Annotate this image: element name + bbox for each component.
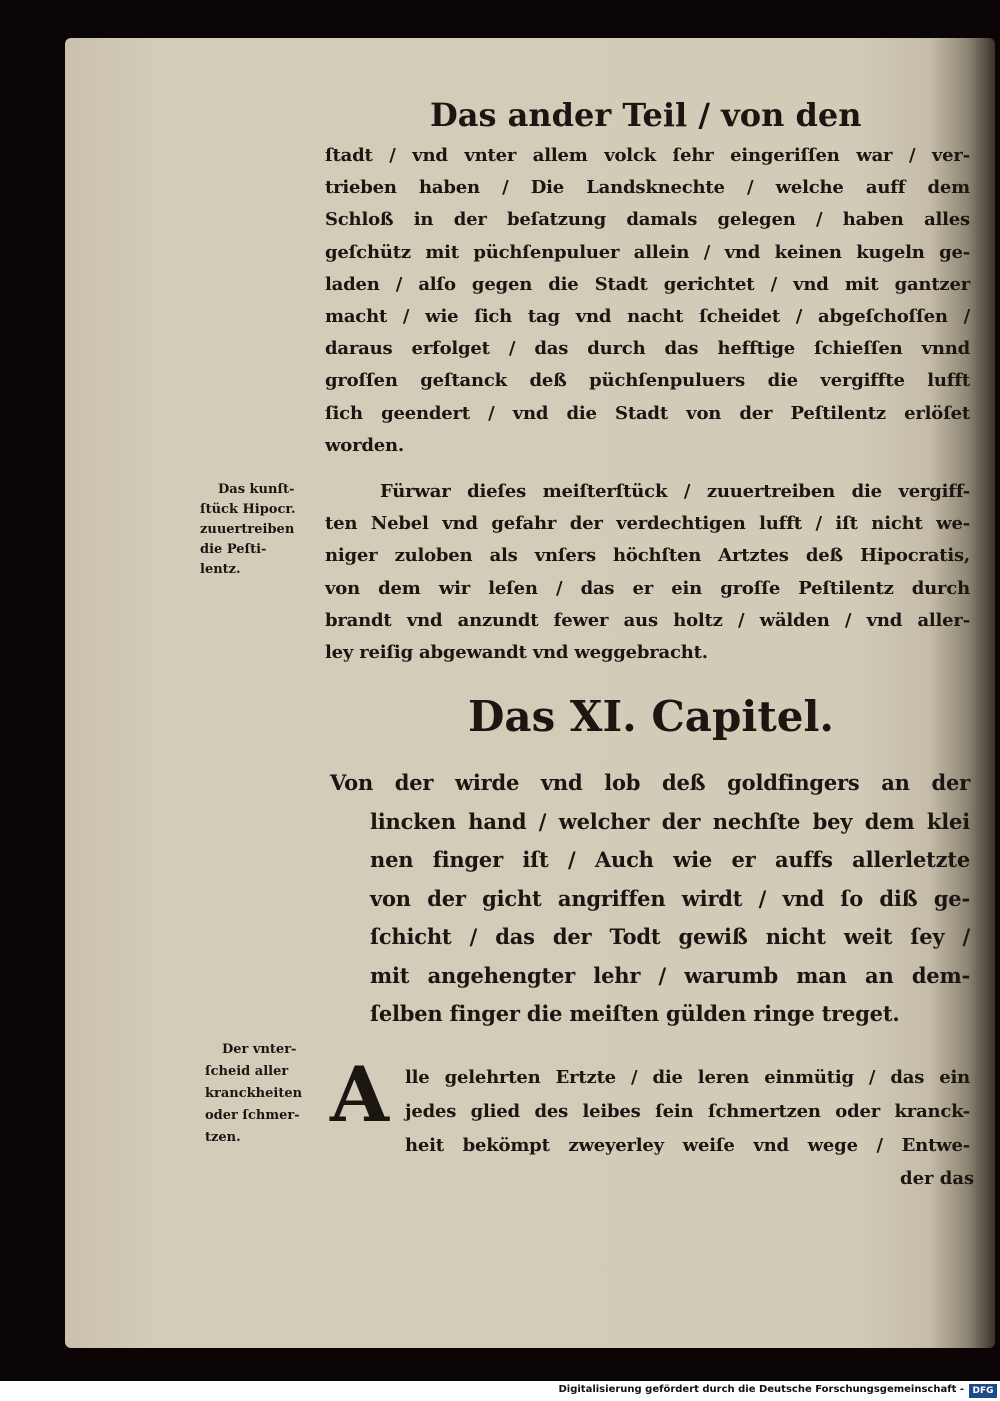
chapter-summary-line: ſelben finger die meiſten gülden ringe treget. (370, 1001, 900, 1026)
margin-note-line: kranckheiten (205, 1086, 303, 1101)
dfg-logo: DFG (969, 1384, 997, 1398)
footer-bar (0, 1381, 1000, 1401)
running-head: Das ander Teil / von den (430, 96, 862, 134)
body-line: niger zuloben als vnſers höchſten Artztes deß Hipocratis, (325, 545, 970, 567)
margin-note-line: zuuertreiben (200, 522, 295, 537)
chapter-title: Das XI. Capitel. (468, 692, 835, 741)
body-line: heit bekömpt zweyerley weiſe vnd wege / Entwe- (405, 1135, 970, 1156)
body-line: brandt vnd anzundt fewer aus holtz / wälden / vnd aller- (325, 609, 970, 631)
body-line: ſich geendert / vnd die Stadt von der Peſtilentz erlöſet (325, 402, 970, 424)
catchword: der das (900, 1168, 975, 1189)
body-line: ſtadt / vnd vnter allem volck ſehr eingeriſſen war / ver- (325, 145, 970, 166)
body-line: Schloß in der beſatzung damals gelegen / haben alles (325, 209, 970, 231)
margin-note-line: lentz. (200, 562, 241, 577)
margin-note-line: Das kunſt- (218, 482, 295, 497)
footer-credit: Digitalisierung gefördert durch die Deutsche Forschungsgemeinschaft - (558, 1384, 964, 1395)
body-line: von dem wir leſen / das er ein groſſe Peſtilentz durch (325, 577, 970, 599)
margin-note-line: die Peſti- (200, 542, 267, 557)
body-line: laden / alſo gegen die Stadt gerichtet / vnd mit gantzer (325, 273, 970, 295)
body-line: ley reiſig abgewandt vnd weggebracht. (325, 642, 708, 663)
margin-note-line: tzen. (205, 1130, 241, 1145)
chapter-summary-line: von der gicht angriffen wirdt / vnd ſo diß ge- (370, 885, 970, 911)
chapter-summary-line: Von der wirde vnd lob deß goldfingers an der (330, 770, 970, 795)
margin-note-line: oder ſchmer- (205, 1108, 300, 1123)
chapter-summary-line: mit angehengter lehr / warumb man an dem- (370, 962, 970, 988)
body-line: geſchütz mit püchſenpuluer allein / vnd keinen kugeln ge- (325, 241, 970, 263)
chapter-summary-line: lincken hand / welcher der nechſte bey dem klei (370, 808, 970, 834)
body-line: ten Nebel vnd gefahr der verdechtigen lufft / iſt nicht we- (325, 513, 970, 535)
margin-note-line: Der vnter- (222, 1042, 297, 1057)
body-line: jedes glied des leibes ſein ſchmertzen oder kranck- (405, 1101, 970, 1122)
body-line: macht / wie ſich tag vnd nacht ſcheidet / abgeſchoſſen / (325, 306, 970, 327)
margin-note-line: ſtück Hipocr. (200, 502, 296, 517)
body-line: lle gelehrten Ertzte / die leren einmütig / das ein (405, 1067, 970, 1088)
body-line: daraus erfolget / das durch das hefftige ſchieſſen vnnd (325, 338, 970, 360)
body-line: groſſen geſtanck deß püchſenpuluers die vergiffte lufft (325, 370, 970, 392)
margin-note-line: ſcheid aller (205, 1064, 289, 1079)
drop-cap: A (330, 1050, 389, 1139)
body-line: trieben haben / Die Landsknechte / welche auff dem (325, 177, 970, 199)
body-line: Fürwar dieſes meiſterſtück / zuuertreiben die vergiff- (380, 481, 970, 502)
body-line: worden. (325, 434, 404, 456)
chapter-summary-line: nen finger iſt / Auch wie er auffs allerletzte (370, 847, 970, 872)
chapter-summary-line: ſchicht / das der Todt gewiß nicht weit ſey / (370, 924, 970, 949)
